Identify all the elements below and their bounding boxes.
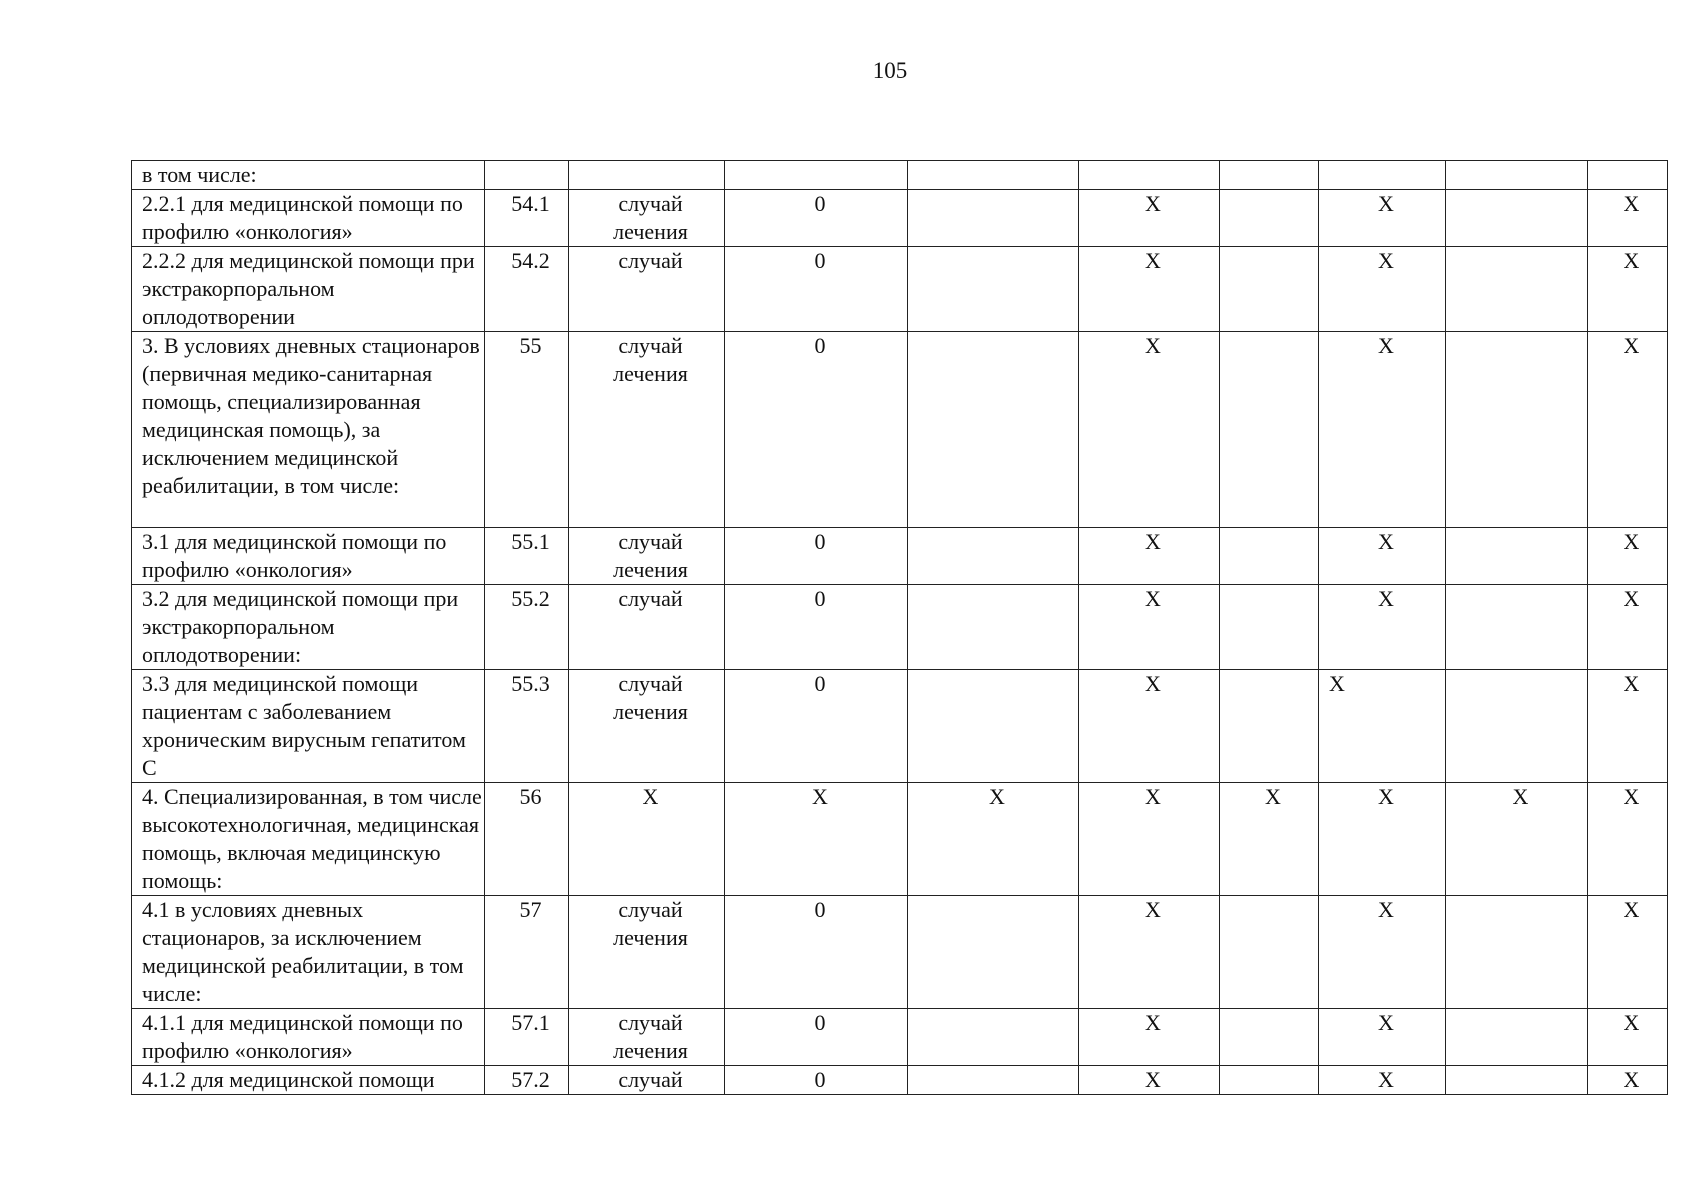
- row-name: 3.1 для медицинской помощи по профилю «онкология»: [132, 528, 485, 585]
- row-code: 57.1: [485, 1009, 569, 1066]
- row-cell: X: [1319, 190, 1446, 247]
- row-cell: [1446, 585, 1588, 670]
- row-cell: X: [1319, 1009, 1446, 1066]
- row-unit: случай: [569, 1066, 725, 1095]
- row-cell: [1220, 585, 1319, 670]
- row-cell: X: [1588, 1066, 1668, 1095]
- row-unit: случай: [569, 247, 725, 332]
- row-cell: [908, 670, 1079, 783]
- row-cell: X: [1588, 585, 1668, 670]
- row-unit: случай лечения: [569, 332, 725, 528]
- row-cell: [908, 1009, 1079, 1066]
- row-cell: [908, 190, 1079, 247]
- row-cell: X: [1319, 332, 1446, 528]
- table-row: [132, 1009, 1668, 1066]
- row-name: 4.1.2 для медицинской помощи: [132, 1066, 485, 1095]
- row-cell: X: [1588, 670, 1668, 783]
- row-name: 2.2.2 для медицинской помощи при экстракорпоральном оплодотворении: [132, 247, 485, 332]
- row-unit: X: [569, 783, 725, 896]
- row-value: 0: [725, 190, 908, 247]
- row-cell: X: [1220, 783, 1319, 896]
- row-cell: [908, 896, 1079, 1009]
- row-cell: X: [1079, 247, 1220, 332]
- row-cell: [1446, 190, 1588, 247]
- row-cell: X: [1446, 783, 1588, 896]
- row-code: 54.2: [485, 247, 569, 332]
- row-unit: [569, 161, 725, 190]
- row-value: 0: [725, 247, 908, 332]
- row-unit: случай: [569, 585, 725, 670]
- row-cell: X: [1079, 190, 1220, 247]
- row-cell: [1319, 161, 1446, 190]
- table-row: [132, 783, 1668, 896]
- row-value: 0: [725, 332, 908, 528]
- row-cell: X: [1319, 1066, 1446, 1095]
- row-cell: [1220, 161, 1319, 190]
- row-code: 54.1: [485, 190, 569, 247]
- row-cell: [1220, 528, 1319, 585]
- row-code: 55.2: [485, 585, 569, 670]
- row-cell: X: [1079, 585, 1220, 670]
- row-cell: X: [908, 783, 1079, 896]
- row-code: [485, 161, 569, 190]
- table-row: [132, 896, 1668, 1009]
- row-cell: [908, 161, 1079, 190]
- table-row: [132, 247, 1668, 332]
- row-code: 56: [485, 783, 569, 896]
- row-unit: случай лечения: [569, 528, 725, 585]
- table-row: [132, 332, 1668, 528]
- row-cell: X: [1588, 332, 1668, 528]
- table-row: [132, 1066, 1668, 1095]
- row-cell: X: [1319, 247, 1446, 332]
- row-cell: [1079, 161, 1220, 190]
- row-code: 57.2: [485, 1066, 569, 1095]
- row-cell: X: [1319, 670, 1446, 783]
- table-row: [132, 161, 1668, 190]
- row-cell: X: [1319, 896, 1446, 1009]
- table-row: [132, 585, 1668, 670]
- row-cell: X: [1588, 896, 1668, 1009]
- row-unit: случай лечения: [569, 190, 725, 247]
- table-row: [132, 528, 1668, 585]
- table-row: [132, 670, 1668, 783]
- row-code: 55.3: [485, 670, 569, 783]
- row-cell: X: [1079, 670, 1220, 783]
- row-name: 4.1 в условиях дневных стационаров, за исключением медицинской реабилитации, в том числе:: [132, 896, 485, 1009]
- row-cell: X: [1079, 332, 1220, 528]
- table-row: [132, 190, 1668, 247]
- row-cell: X: [1319, 585, 1446, 670]
- row-cell: X: [1588, 247, 1668, 332]
- row-cell: [908, 528, 1079, 585]
- row-cell: X: [1588, 783, 1668, 896]
- row-cell: [1220, 896, 1319, 1009]
- row-name: 2.2.1 для медицинской помощи по профилю «онкология»: [132, 190, 485, 247]
- row-cell: X: [1079, 896, 1220, 1009]
- row-cell: [1446, 1066, 1588, 1095]
- row-cell: [908, 1066, 1079, 1095]
- row-cell: [1446, 161, 1588, 190]
- row-value: 0: [725, 528, 908, 585]
- row-cell: [1446, 332, 1588, 528]
- row-name: 3. В условиях дневных стационаров (первичная медико-санитарная помощь, специализированная медицинская помощь), за исключением медицинской реабилитации, в том числе:: [132, 332, 485, 528]
- data-table: [131, 160, 1668, 1095]
- row-cell: [1220, 670, 1319, 783]
- row-cell: [1220, 332, 1319, 528]
- row-name: 4. Специализированная, в том числе высокотехнологичная, медицинская помощь, включая медицинскую помощь:: [132, 783, 485, 896]
- row-cell: X: [1319, 783, 1446, 896]
- row-value: 0: [725, 670, 908, 783]
- row-value: 0: [725, 1009, 908, 1066]
- page-number: 105: [872, 58, 908, 83]
- row-cell: [1446, 247, 1588, 332]
- row-code: 55.1: [485, 528, 569, 585]
- row-cell: [1220, 1066, 1319, 1095]
- row-value: 0: [725, 896, 908, 1009]
- row-cell: X: [1079, 1066, 1220, 1095]
- row-name: 3.3 для медицинской помощи пациентам с заболеванием хроническим вирусным гепатитом С: [132, 670, 485, 783]
- row-cell: [908, 332, 1079, 528]
- row-cell: X: [1588, 1009, 1668, 1066]
- row-cell: [908, 247, 1079, 332]
- row-cell: X: [1079, 783, 1220, 896]
- row-cell: X: [1079, 1009, 1220, 1066]
- row-cell: [1446, 670, 1588, 783]
- row-value: 0: [725, 585, 908, 670]
- row-code: 57: [485, 896, 569, 1009]
- row-value: 0: [725, 1066, 908, 1095]
- row-name: в том числе:: [132, 161, 485, 190]
- row-name: 4.1.1 для медицинской помощи по профилю «онкология»: [132, 1009, 485, 1066]
- row-cell: [1220, 247, 1319, 332]
- row-cell: [1446, 896, 1588, 1009]
- row-unit: случай лечения: [569, 896, 725, 1009]
- row-code: 55: [485, 332, 569, 528]
- row-cell: [1446, 1009, 1588, 1066]
- row-cell: [1220, 190, 1319, 247]
- row-name: 3.2 для медицинской помощи при экстракорпоральном оплодотворении:: [132, 585, 485, 670]
- row-cell: [1588, 161, 1668, 190]
- row-cell: X: [1588, 190, 1668, 247]
- row-cell: X: [1079, 528, 1220, 585]
- row-value: X: [725, 783, 908, 896]
- row-value: [725, 161, 908, 190]
- row-cell: [1446, 528, 1588, 585]
- row-unit: случай лечения: [569, 1009, 725, 1066]
- row-cell: [1220, 1009, 1319, 1066]
- row-cell: X: [1319, 528, 1446, 585]
- row-cell: X: [1588, 528, 1668, 585]
- row-unit: случай лечения: [569, 670, 725, 783]
- row-cell: [908, 585, 1079, 670]
